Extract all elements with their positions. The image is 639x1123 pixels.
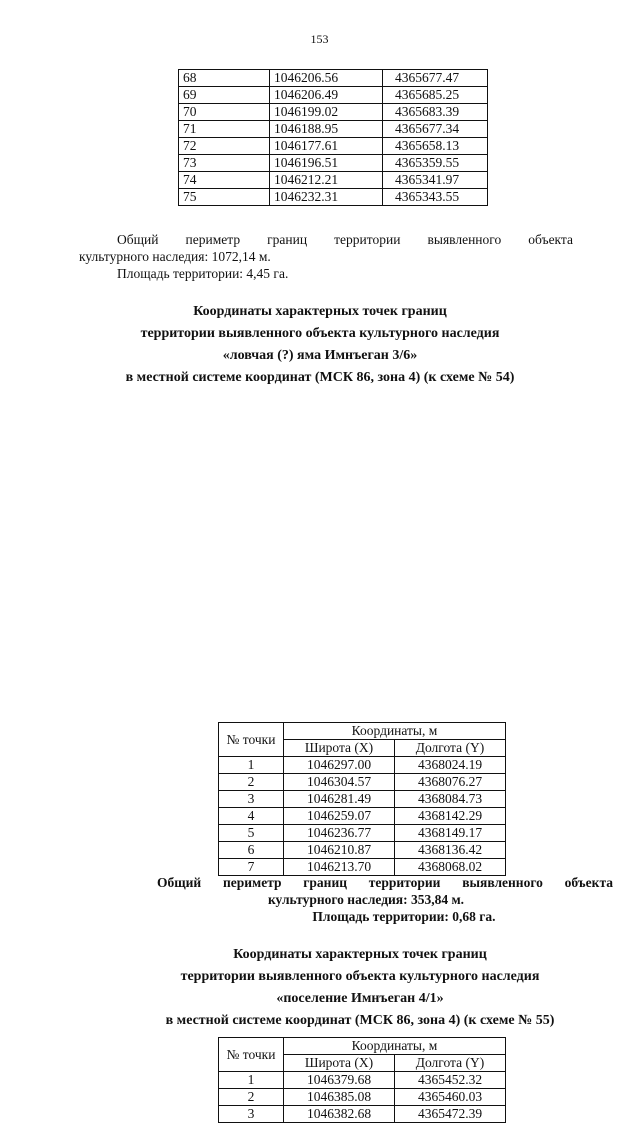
heading-line: территории выявленного объекта культурного наследия [180, 969, 540, 984]
table-row [179, 155, 488, 172]
perimeter-text-2: Общий периметр границ территории выявленного объекта [157, 875, 613, 890]
heading-line: «ловчая (?) яма Имнъеган 3/6» [222, 348, 418, 363]
point-number-cell: 73 [179, 155, 270, 172]
longitude-cell: 4368024.19 [395, 757, 506, 774]
table-row [219, 757, 506, 774]
point-number-cell: 2 [219, 1089, 284, 1106]
latitude-cell: 1046206.49 [270, 87, 383, 104]
latitude-cell: 1046281.49 [284, 791, 395, 808]
latitude-cell: 1046304.57 [284, 774, 395, 791]
latitude-cell: 1046382.68 [284, 1106, 395, 1123]
point-number-cell: 68 [179, 70, 270, 87]
latitude-cell: 1046297.00 [284, 757, 395, 774]
area-text-2: Площадь территории: 0,68 га. [312, 909, 496, 924]
latitude-cell: 1046259.07 [284, 808, 395, 825]
point-number-cell: 4 [219, 808, 284, 825]
point-number-cell: 69 [179, 87, 270, 104]
longitude-cell: 4365685.25 [383, 87, 488, 104]
longitude-cell: 4368084.73 [395, 791, 506, 808]
heading-line: Координаты характерных точек границ [233, 947, 487, 962]
table-row [219, 842, 506, 859]
point-number-cell: 75 [179, 189, 270, 206]
longitude-cell: 4368068.02 [395, 859, 506, 876]
point-number-cell: 3 [219, 1106, 284, 1123]
longitude-cell: 4368142.29 [395, 808, 506, 825]
table-row [219, 859, 506, 876]
table-row [219, 1089, 506, 1106]
perimeter-text-2-cont: культурного наследия: 353,84 м. [267, 892, 465, 907]
longitude-cell: 4365359.55 [383, 155, 488, 172]
section-heading-54 [40, 301, 613, 1121]
longitude-cell: 4365683.39 [383, 104, 488, 121]
latitude-cell: 1046199.02 [270, 104, 383, 121]
point-number-cell: 6 [219, 842, 284, 859]
point-number-cell: 74 [179, 172, 270, 189]
header-point-number: № точки [219, 1038, 284, 1072]
longitude-cell: 4365452.32 [395, 1072, 506, 1089]
point-number-cell: 2 [219, 774, 284, 791]
table-row [179, 189, 488, 206]
heading-line: Координаты характерных точек границ [193, 304, 447, 319]
table-row [219, 1106, 506, 1123]
heading-line: в местной системе координат (МСК 86, зона 4) (к схеме № 54) [125, 370, 515, 385]
longitude-cell: 4365343.55 [383, 189, 488, 206]
longitude-cell: 4365677.34 [383, 121, 488, 138]
longitude-cell: 4365658.13 [383, 138, 488, 155]
table-row [219, 791, 506, 808]
latitude-cell: 1046212.21 [270, 172, 383, 189]
heading-line: территории выявленного объекта культурного наследия [140, 326, 500, 341]
table-row [219, 825, 506, 842]
coordinates-table-54 [218, 722, 506, 876]
latitude-cell: 1046188.95 [270, 121, 383, 138]
latitude-cell: 1046210.87 [284, 842, 395, 859]
table-row [219, 774, 506, 791]
point-number-cell: 72 [179, 138, 270, 155]
table-row [179, 87, 488, 104]
latitude-cell: 1046236.77 [284, 825, 395, 842]
longitude-cell: 4368076.27 [395, 774, 506, 791]
longitude-cell: 4365341.97 [383, 172, 488, 189]
latitude-cell: 1046213.70 [284, 859, 395, 876]
latitude-cell: 1046196.51 [270, 155, 383, 172]
latitude-cell: 1046206.56 [270, 70, 383, 87]
latitude-cell: 1046232.31 [270, 189, 383, 206]
longitude-cell: 4365472.39 [395, 1106, 506, 1123]
perimeter-text-1-cont: культурного наследия: 1072,14 м. [79, 249, 271, 264]
header-coordinates: Координаты, м [284, 1038, 506, 1055]
perimeter-text-1: Общий периметр границ территории выявленного объекта [117, 232, 573, 247]
heading-line: «поселение Имнъеган 4/1» [276, 991, 444, 1006]
latitude-cell: 1046379.68 [284, 1072, 395, 1089]
section-heading-55 [80, 944, 639, 1032]
header-point-number: № точки [219, 723, 284, 757]
point-number-cell: 70 [179, 104, 270, 121]
header-longitude: Долгота (Y) [395, 1055, 506, 1072]
longitude-cell: 4365677.47 [383, 70, 488, 87]
area-text-1: Площадь территории: 4,45 га. [117, 266, 289, 281]
table-row [219, 808, 506, 825]
heading-line: в местной системе координат (МСК 86, зона 4) (к схеме № 55) [165, 1013, 555, 1028]
point-number-cell: 1 [219, 757, 284, 774]
point-number-cell: 7 [219, 859, 284, 876]
coordinates-table-continued [178, 69, 488, 206]
coordinates-table-55 [218, 1037, 506, 1123]
point-number-cell: 71 [179, 121, 270, 138]
table-row [179, 138, 488, 155]
point-number-cell: 5 [219, 825, 284, 842]
longitude-cell: 4365460.03 [395, 1089, 506, 1106]
table-row [179, 172, 488, 189]
header-latitude: Широта (X) [284, 1055, 395, 1072]
longitude-cell: 4368149.17 [395, 825, 506, 842]
header-latitude: Широта (X) [284, 740, 395, 757]
latitude-cell: 1046385.08 [284, 1089, 395, 1106]
latitude-cell: 1046177.61 [270, 138, 383, 155]
table-row [219, 1072, 506, 1089]
table-row [179, 121, 488, 138]
page-number: 153 [310, 32, 329, 46]
table-row [179, 70, 488, 87]
header-coordinates: Координаты, м [284, 723, 506, 740]
point-number-cell: 3 [219, 791, 284, 808]
longitude-cell: 4368136.42 [395, 842, 506, 859]
point-number-cell: 1 [219, 1072, 284, 1089]
table-row [179, 104, 488, 121]
header-longitude: Долгота (Y) [395, 740, 506, 757]
